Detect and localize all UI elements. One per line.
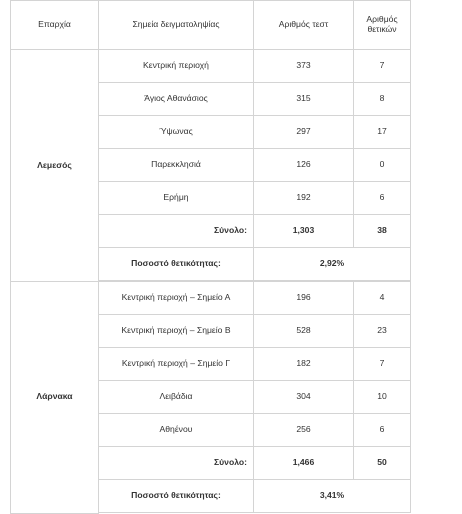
total-positives: 38	[354, 215, 411, 248]
tests-count: 196	[254, 282, 354, 315]
positives-count: 0	[354, 149, 411, 182]
positives-count: 17	[354, 116, 411, 149]
positives-count: 7	[354, 348, 411, 381]
table-row	[11, 50, 411, 83]
sampling-point: Ερήμη	[99, 182, 254, 215]
tests-count: 182	[254, 348, 354, 381]
positives-count: 23	[354, 315, 411, 348]
sampling-point: Κεντρική περιοχή – Σημείο Α	[99, 282, 254, 315]
sampling-point: Λειβάδια	[99, 381, 254, 414]
tests-count: 297	[254, 116, 354, 149]
tests-count: 373	[254, 50, 354, 83]
header-tests: Αριθμός τεστ	[254, 1, 354, 50]
total-tests: 1,466	[254, 447, 354, 480]
province-cell: Λεμεσός	[11, 50, 99, 282]
sampling-point: Αθηένου	[99, 414, 254, 447]
header-sampling-point: Σημεία δειγματοληψίας	[99, 1, 254, 50]
positivity-label: Ποσοστό θετικότητας:	[99, 248, 254, 281]
positives-count: 10	[354, 381, 411, 414]
sampling-point: Κεντρική περιοχή – Σημείο Γ	[99, 348, 254, 381]
header-province: Επαρχία	[11, 1, 99, 50]
tests-count: 192	[254, 182, 354, 215]
total-label: Σύνολο:	[99, 447, 254, 480]
header-positives: Αριθμός θετικών	[354, 1, 411, 50]
positivity-value: 2,92%	[254, 248, 411, 281]
positives-count: 4	[354, 282, 411, 315]
tests-count: 315	[254, 83, 354, 116]
total-positives: 50	[354, 447, 411, 480]
tests-count: 304	[254, 381, 354, 414]
positivity-value: 3,41%	[254, 480, 411, 513]
positives-count: 7	[354, 50, 411, 83]
positives-count: 6	[354, 414, 411, 447]
province-cell: Λάρνακα	[11, 282, 99, 514]
tests-count: 256	[254, 414, 354, 447]
positives-count: 8	[354, 83, 411, 116]
tests-count: 126	[254, 149, 354, 182]
results-table	[10, 0, 411, 514]
sampling-point: Ύψωνας	[99, 116, 254, 149]
positives-count: 6	[354, 182, 411, 215]
sampling-point: Παρεκκλησιά	[99, 149, 254, 182]
positivity-label: Ποσοστό θετικότητας:	[99, 480, 254, 513]
total-tests: 1,303	[254, 215, 354, 248]
sampling-point: Κεντρική περιοχή	[99, 50, 254, 83]
table-row	[11, 282, 411, 315]
sampling-point: Κεντρική περιοχή – Σημείο Β	[99, 315, 254, 348]
sampling-point: Άγιος Αθανάσιος	[99, 83, 254, 116]
total-label: Σύνολο:	[99, 215, 254, 248]
tests-count: 528	[254, 315, 354, 348]
